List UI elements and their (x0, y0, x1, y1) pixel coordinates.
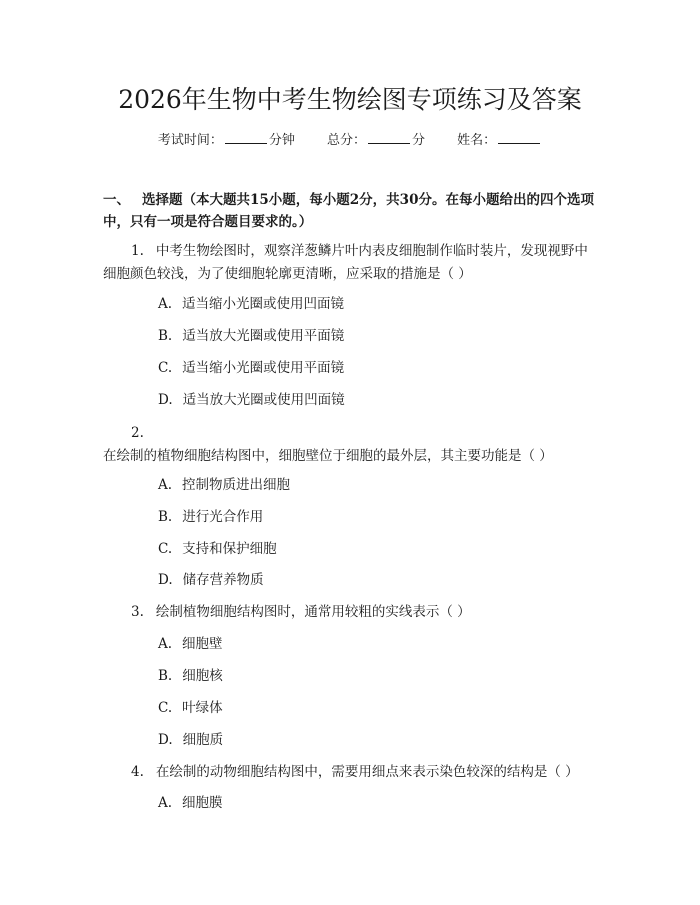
question-number: 4. (131, 764, 144, 780)
option-1b (158, 326, 344, 346)
option-2b (158, 507, 263, 527)
option-letter: A. (158, 795, 173, 811)
question-number: 3. (131, 604, 144, 620)
exam-time-blank (225, 131, 267, 144)
option-text: 适当缩小光圈或使用平面镜 (182, 360, 345, 376)
option-letter: C. (158, 541, 173, 557)
option-1c (158, 358, 344, 378)
student-name-label: 姓名： (457, 133, 497, 148)
question-text: 在绘制的植物细胞结构图中，细胞壁位于细胞的最外层，其主要功能是（ ） (103, 448, 553, 464)
total-score-label: 总分： (326, 133, 366, 148)
student-name-blank (498, 131, 540, 144)
option-4a (158, 793, 223, 813)
option-letter: C. (158, 360, 173, 376)
question-number: 2. (131, 425, 144, 441)
option-2c (158, 539, 277, 559)
option-3a (158, 634, 223, 654)
option-text: 适当缩小光圈或使用凹面镜 (182, 296, 345, 312)
option-text: 细胞膜 (182, 795, 223, 811)
option-letter: C. (158, 700, 173, 716)
option-letter: B. (158, 328, 173, 344)
option-letter: B. (158, 509, 173, 525)
option-text: 适当放大光圈或使用平面镜 (182, 328, 345, 344)
question-3 (103, 601, 601, 624)
option-text: 支持和保护细胞 (182, 541, 277, 557)
question-text: 中考生物绘图时，观察洋葱鳞片叶内表皮细胞制作临时装片，发现视野中细胞颜色较浅，为了使细胞轮廓更清晰，应采取的措施是（ ） (103, 243, 588, 282)
total-score-field (327, 131, 425, 151)
option-letter: A. (158, 296, 173, 312)
option-3d (158, 730, 223, 750)
exam-time-label: 考试时间： (157, 133, 223, 148)
question-2 (103, 422, 601, 468)
section-heading (103, 189, 601, 233)
option-letter: A. (158, 477, 173, 493)
option-text: 控制物质进出细胞 (182, 477, 291, 493)
total-score-unit: 分 (412, 133, 426, 148)
page-title: 2026年生物中考生物绘图专项练习及答案 (118, 85, 582, 114)
option-text: 细胞壁 (182, 636, 223, 652)
option-letter: B. (158, 668, 173, 684)
option-text: 适当放大光圈或使用凹面镜 (182, 392, 345, 408)
option-2d (158, 570, 264, 590)
option-1a (158, 294, 344, 314)
option-letter: D. (158, 392, 173, 408)
section-text: 选择题（本大题共15小题，每小题2分，共30分。在每小题给出的四个选项中，只有一项是符合题目要求的。） (103, 192, 594, 230)
option-3b (158, 666, 223, 686)
option-2a (158, 475, 290, 495)
section-number: 一、 (103, 192, 130, 208)
question-text: 绘制植物细胞结构图时，通常用较粗的实线表示（ ） (155, 604, 471, 620)
option-text: 细胞质 (182, 732, 224, 748)
question-1 (103, 240, 601, 286)
student-name-field (457, 131, 542, 151)
option-letter: D. (158, 572, 173, 588)
total-score-blank (368, 131, 410, 144)
exam-time-field (158, 131, 295, 151)
option-text: 进行光合作用 (182, 509, 264, 525)
option-3c (158, 698, 223, 718)
question-number: 1. (131, 243, 144, 259)
option-text: 储存营养物质 (182, 572, 264, 588)
option-1d (158, 390, 345, 410)
option-text: 细胞核 (182, 668, 223, 684)
exam-meta-line (0, 131, 700, 151)
option-letter: D. (158, 732, 173, 748)
question-4 (103, 761, 601, 784)
question-text: 在绘制的动物细胞结构图中，需要用细点来表示染色较深的结构是（ ） (155, 764, 579, 780)
option-text: 叶绿体 (182, 700, 223, 716)
exam-time-unit: 分钟 (268, 133, 295, 148)
option-letter: A. (158, 636, 173, 652)
